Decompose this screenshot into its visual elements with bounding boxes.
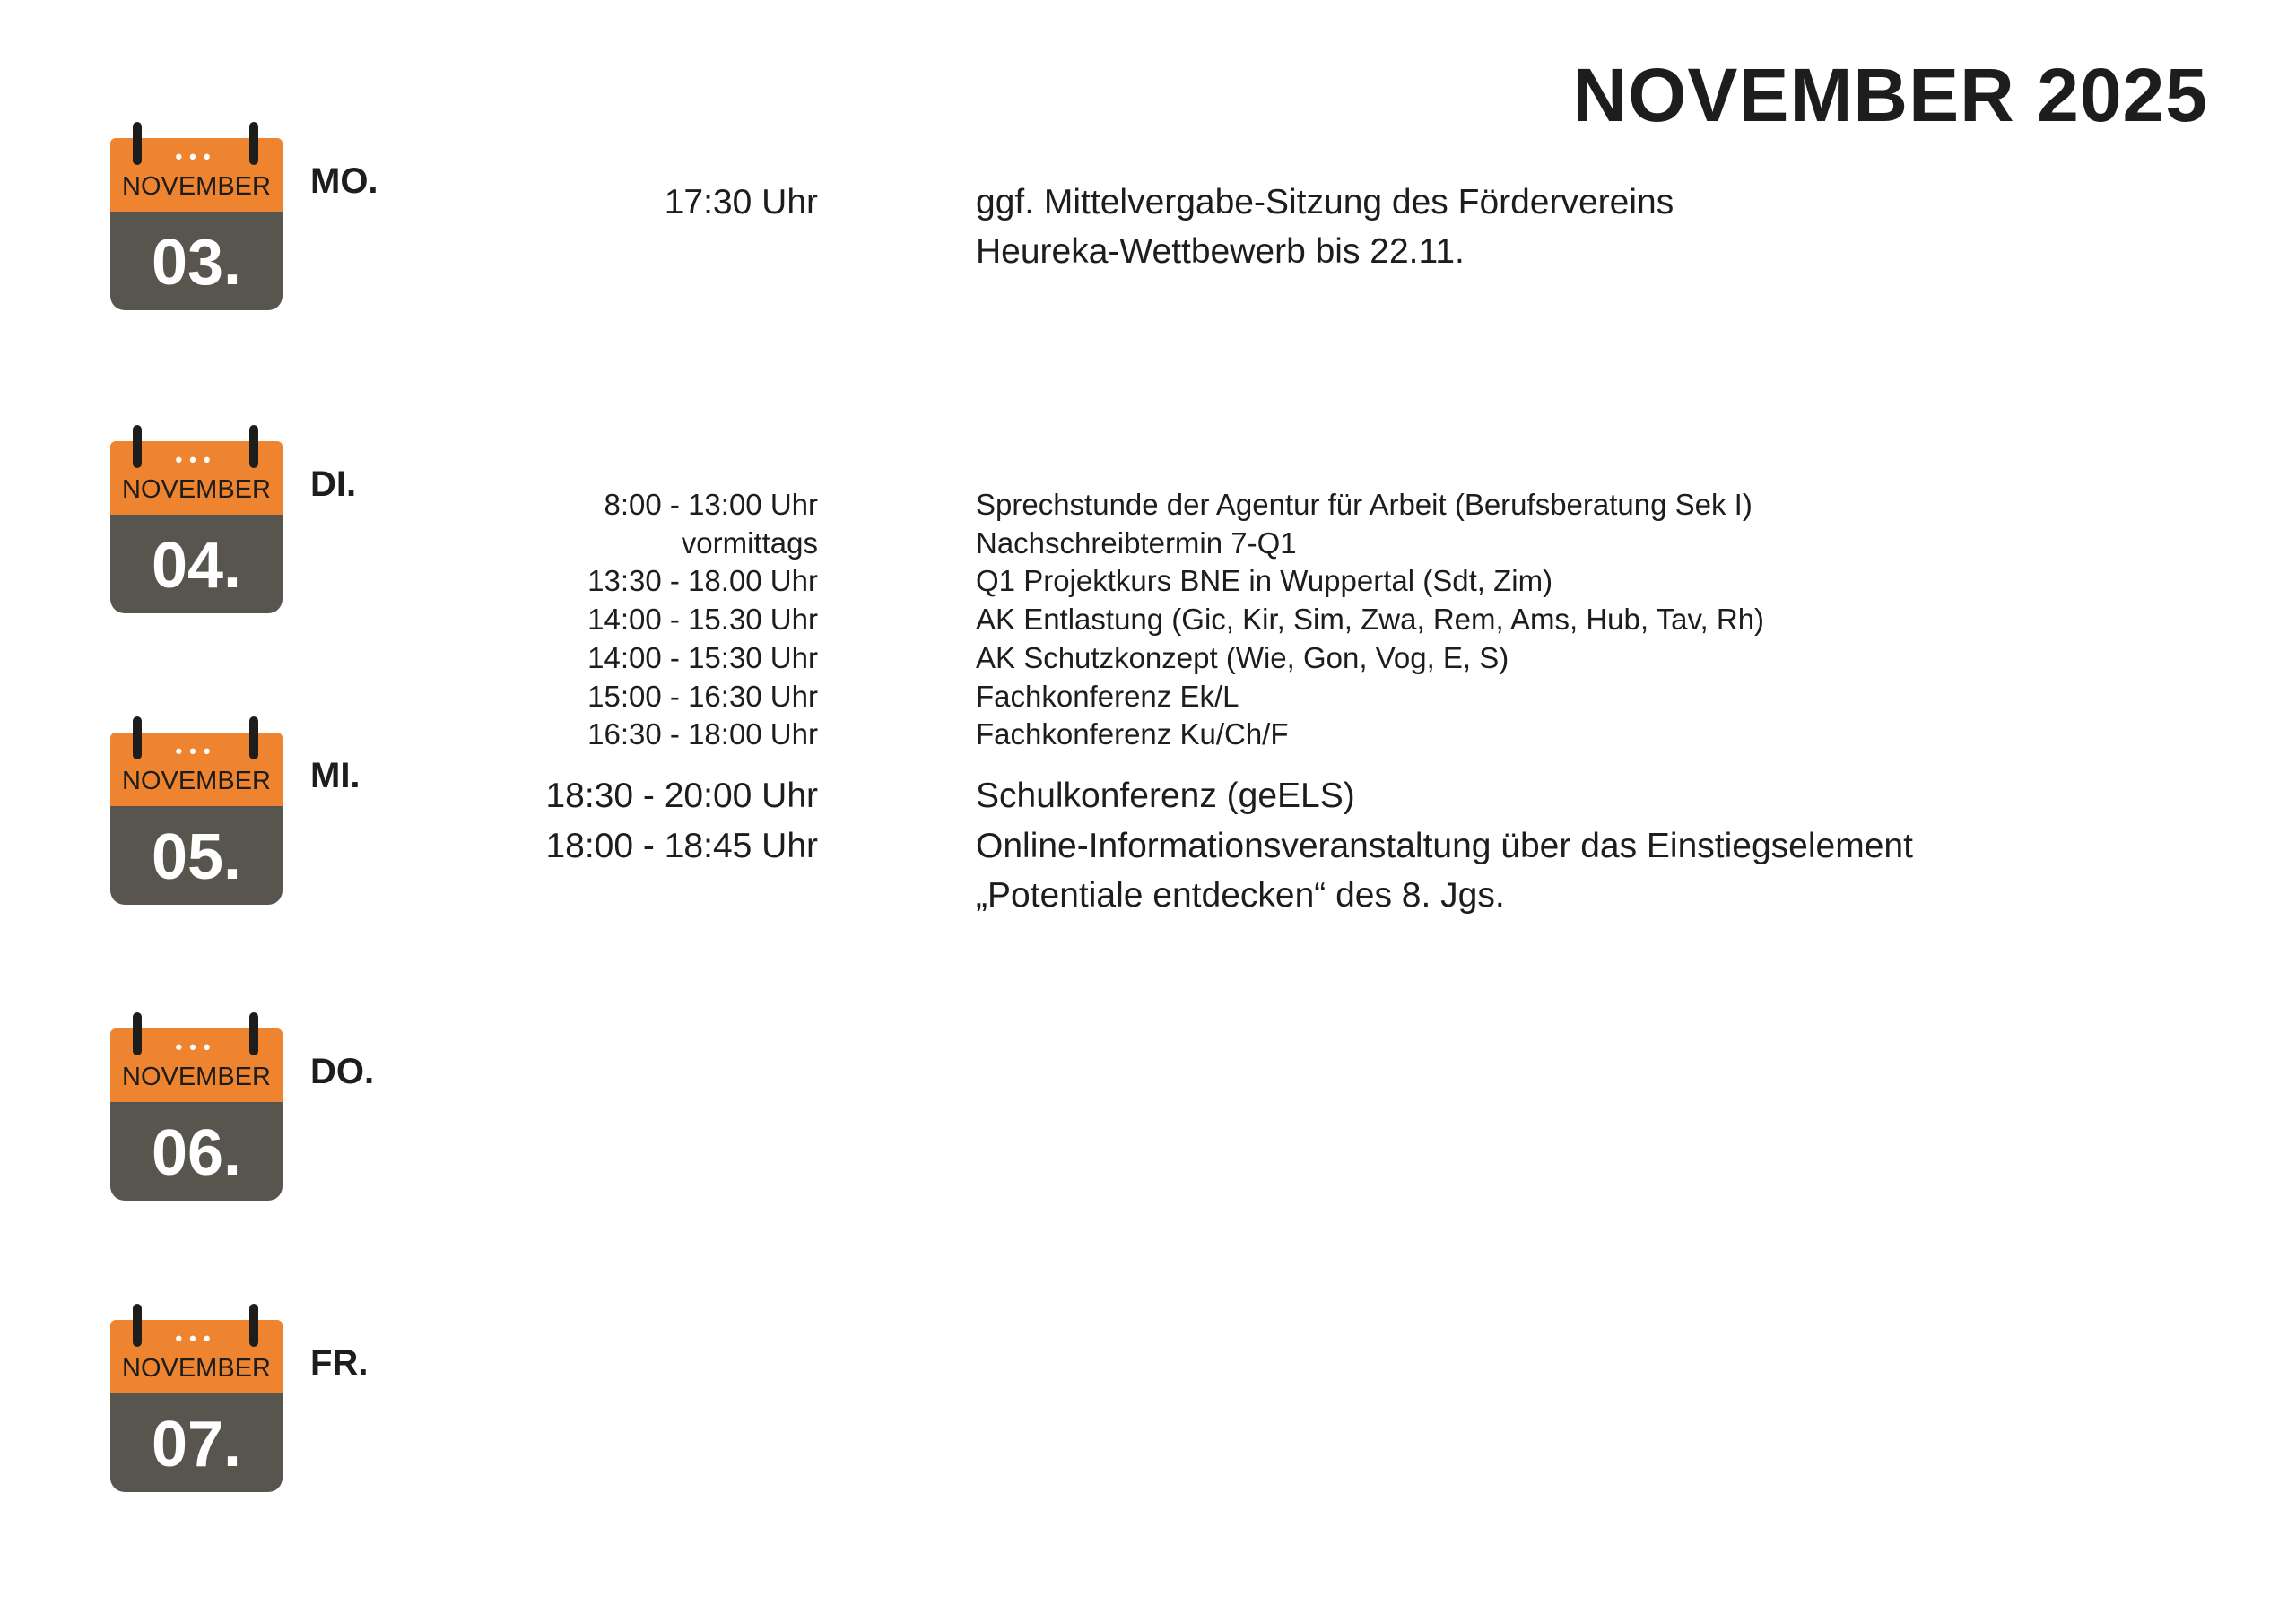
calendar-month: NOVEMBER [122, 1354, 271, 1383]
weekday-label: MI. [310, 756, 361, 795]
calendar-month: NOVEMBER [122, 475, 271, 504]
event-description: Heureka-Wettbewerb bis 22.11. [976, 232, 1465, 271]
event-description: Q1 Projektkurs BNE in Wuppertal (Sdt, Zim) [976, 564, 1553, 598]
calendar-day-number: 06. [151, 1117, 242, 1189]
event-time: 14:00 - 15:30 Uhr [587, 640, 818, 674]
calendar-day-number: 05. [151, 821, 242, 893]
calendar-icon [110, 1320, 283, 1492]
event-description: AK Entlastung (Gic, Kir, Sim, Zwa, Rem, Ams, Hub, Tav, Rh) [976, 603, 1765, 637]
calendar-day-number: 04. [151, 530, 242, 602]
event-description: Nachschreibtermin 7-Q1 [976, 525, 1297, 560]
event-time: 18:30 - 20:00 Uhr [545, 777, 818, 815]
calendar-icon [110, 138, 283, 310]
event-time: 17:30 Uhr [664, 183, 818, 221]
event-description: „Potentiale entdecken“ des 8. Jgs. [976, 876, 1505, 915]
calendar-day-number: 03. [151, 227, 242, 299]
event-time: 14:00 - 15.30 Uhr [587, 603, 818, 637]
calendar-month: NOVEMBER [122, 172, 271, 201]
event-time: 16:30 - 18:00 Uhr [587, 717, 818, 751]
event-description: Fachkonferenz Ku/Ch/F [976, 717, 1289, 751]
event-description: Sprechstunde der Agentur für Arbeit (Berufsberatung Sek I) [976, 488, 1752, 521]
calendar-dots-icon: ••• [175, 1327, 218, 1350]
calendar-icon [110, 1028, 283, 1201]
calendar-month: NOVEMBER [122, 1063, 271, 1091]
event-time: 15:00 - 16:30 Uhr [587, 679, 818, 713]
event-description: AK Schutzkonzept (Wie, Gon, Vog, E, S) [976, 640, 1509, 674]
event-description: Schulkonferenz (geELS) [976, 777, 1355, 815]
weekday-label: DI. [310, 464, 357, 504]
weekday-label: MO. [310, 161, 378, 201]
calendar-icon [110, 441, 283, 613]
page-title: NOVEMBER 2025 [1572, 53, 2208, 137]
weekday-label: DO. [310, 1052, 375, 1091]
calendar-month: NOVEMBER [122, 767, 271, 795]
event-time: 13:30 - 18.00 Uhr [587, 564, 818, 598]
calendar-icon [110, 733, 283, 905]
calendar-dots-icon: ••• [175, 448, 218, 471]
calendar-day-number: 07. [151, 1409, 242, 1480]
event-description: Fachkonferenz Ek/L [976, 679, 1239, 713]
weekday-label: FR. [310, 1343, 369, 1383]
event-description: ggf. Mittelvergabe-Sitzung des Fördervereins [976, 183, 1674, 221]
event-time: 18:00 - 18:45 Uhr [545, 826, 818, 865]
event-description: Online-Informationsveranstaltung über das Einstiegselement [976, 826, 1913, 865]
event-time: 8:00 - 13:00 Uhr [604, 488, 818, 521]
event-time: vormittags [681, 525, 818, 560]
calendar-dots-icon: ••• [175, 740, 218, 762]
calendar-dots-icon: ••• [175, 1036, 218, 1058]
calendar-dots-icon: ••• [175, 145, 218, 168]
